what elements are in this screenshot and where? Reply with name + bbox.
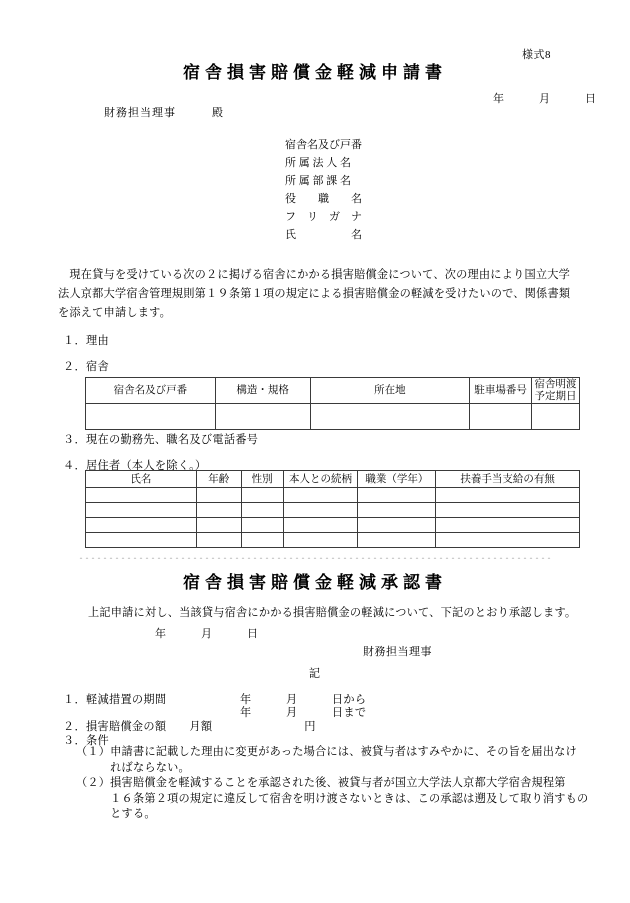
table-row <box>86 404 580 430</box>
approval-item-1-from: 年 月 日から <box>240 694 367 706</box>
cell-allowance[interactable] <box>436 533 580 548</box>
cell-gender[interactable] <box>241 488 283 503</box>
cell-gender[interactable] <box>241 533 283 548</box>
condition-1 <box>76 745 606 776</box>
approval-item-2-amount: ２．損害賠償金の額 月額 円 <box>63 721 316 733</box>
cell-occupation[interactable] <box>358 488 436 503</box>
vacate-date-line-1: 宿舎明渡 <box>534 378 577 390</box>
condition-1-line-1: （１）申請書に記載した理由に変更があった場合には、被貸与者はすみやかに、その旨を届出なけ <box>76 746 577 758</box>
cell-name[interactable] <box>86 533 197 548</box>
col-header-name: 氏名 <box>86 471 197 488</box>
item-4-residents-label: ４．居住者（本人を除く。） <box>63 460 207 472</box>
col-header-parking-number: 駐車場番号 <box>470 378 532 404</box>
cell-age[interactable] <box>196 518 241 533</box>
cell-occupation[interactable] <box>358 503 436 518</box>
approval-item-1-label: １．軽減措置の期間 <box>63 694 167 706</box>
ki-mark: 記 <box>308 668 322 680</box>
application-title: 宿舎損害賠償金軽減申請書 <box>183 63 447 82</box>
wavy-separator <box>78 551 552 559</box>
col-header-relationship: 本人との続柄 <box>283 471 358 488</box>
condition-2-line-3: とする。 <box>76 808 156 820</box>
table-header-row <box>86 471 580 488</box>
cell-parking-number[interactable] <box>470 404 532 430</box>
addressee-label: 財務担当理事 殿 <box>104 107 224 119</box>
cell-occupation[interactable] <box>358 518 436 533</box>
item-2-shukusha-label: ２．宿舎 <box>63 361 109 373</box>
condition-1-line-2: ればならない。 <box>76 761 190 774</box>
applicant-field-furigana: フ リ ガ ナ <box>285 211 362 223</box>
applicant-field-shukusha: 宿舎名及び戸番 <box>285 139 362 151</box>
cell-shukusha-name[interactable] <box>86 404 216 430</box>
table-row <box>86 488 580 503</box>
cell-name[interactable] <box>86 518 197 533</box>
item-1-reason-label: １．理由 <box>63 335 109 347</box>
application-body-paragraph <box>58 266 588 323</box>
approval-signer-label: 財務担当理事 <box>363 646 432 658</box>
applicant-info-block <box>285 136 362 244</box>
vacate-date-line-2: 予定期日 <box>534 390 577 402</box>
cell-allowance[interactable] <box>436 488 580 503</box>
item-3-workplace-label: ３．現在の勤務先、職名及び電話番号 <box>63 434 259 446</box>
applicant-field-department: 所 属 部 課 名 <box>285 175 351 187</box>
col-header-age: 年齢 <box>196 471 241 488</box>
cell-relationship[interactable] <box>283 503 358 518</box>
table-header-row <box>86 378 580 404</box>
approval-item-1-to: 年 月 日まで <box>240 707 367 719</box>
condition-2 <box>76 776 606 823</box>
cell-occupation[interactable] <box>358 533 436 548</box>
approval-body-paragraph: 上記申請に対し、当該貸与宿舎にかかる損害賠償金の軽減について、下記のとおり承認します。 <box>88 607 577 619</box>
applicant-field-position: 役 職 名 <box>285 193 362 205</box>
cell-vacate-date[interactable] <box>532 404 580 430</box>
form-number-label: 様式8 <box>522 49 551 61</box>
cell-gender[interactable] <box>241 503 283 518</box>
cell-gender[interactable] <box>241 518 283 533</box>
cell-allowance[interactable] <box>436 518 580 533</box>
body-line-3: を添えて申請します。 <box>58 307 171 319</box>
cell-location[interactable] <box>310 404 470 430</box>
col-header-occupation: 職業（学年） <box>358 471 436 488</box>
cell-name[interactable] <box>86 503 197 518</box>
approval-item-3-conditions-label: ３．条件 <box>63 735 109 747</box>
applicant-field-name: 氏 名 <box>285 229 362 241</box>
cell-name[interactable] <box>86 488 197 503</box>
cell-structure[interactable] <box>215 404 310 430</box>
table-row <box>86 533 580 548</box>
col-header-structure: 構造・規格 <box>215 378 310 404</box>
cell-relationship[interactable] <box>283 533 358 548</box>
col-header-location: 所在地 <box>310 378 470 404</box>
cell-relationship[interactable] <box>283 488 358 503</box>
cell-age[interactable] <box>196 533 241 548</box>
cell-age[interactable] <box>196 488 241 503</box>
condition-2-line-1: （２）損害賠償金を軽減することを承認された後、被貸与者が国立大学法人京都大学宿舎規程第 <box>76 777 566 789</box>
col-header-shukusha-name: 宿舎名及び戸番 <box>86 378 216 404</box>
cell-age[interactable] <box>196 503 241 518</box>
col-header-gender: 性別 <box>241 471 283 488</box>
application-date-line: 年 月 日 <box>493 93 597 105</box>
applicant-field-corporation: 所 属 法 人 名 <box>285 157 351 169</box>
condition-2-line-2: １６条第２項の規定に違反して宿舎を明け渡さないときは、この承認は遡及して取り消すもの <box>76 792 589 805</box>
table-row <box>86 503 580 518</box>
cell-relationship[interactable] <box>283 518 358 533</box>
col-header-allowance: 扶養手当支給の有無 <box>436 471 580 488</box>
approval-date-line: 年 月 日 <box>155 628 259 640</box>
body-line-2: 法人京都大学宿舎管理規則第１９条第１項の規定による損害賠償金の軽減を受けたいので、関係書類 <box>58 288 571 300</box>
approval-title: 宿舎損害賠償金軽減承認書 <box>183 573 447 592</box>
wavy-separator-icon <box>78 556 552 559</box>
table-row <box>86 518 580 533</box>
col-header-vacate-date <box>532 378 580 404</box>
body-line-1: 現在貸与を受けている次の２に掲げる宿舎にかかる損害賠償金について、次の理由により国立大学 <box>58 269 570 281</box>
cell-allowance[interactable] <box>436 503 580 518</box>
residents-table <box>85 470 580 548</box>
shukusha-table <box>85 377 580 430</box>
